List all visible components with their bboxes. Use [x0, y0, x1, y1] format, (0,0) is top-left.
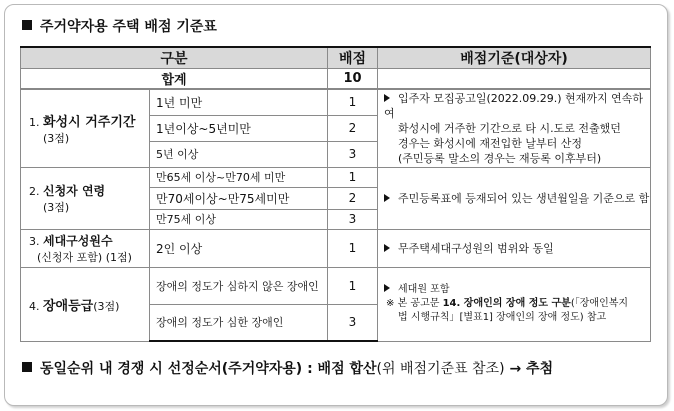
basis-disability: 세대원 포함 ※ 본 공고문 14. 장애인의 장애 정도 구분(「장애인복지 법 시행규칙」[별표1] 장애인의 장애 정도) 참고	[378, 267, 651, 341]
table-row	[21, 229, 651, 267]
criterion: 1년이상~5년미만	[150, 115, 328, 141]
header-basis: 배점기준(대상자)	[378, 47, 651, 69]
criterion: 5년 이상	[150, 141, 328, 167]
triangle-bullet-icon	[384, 244, 390, 252]
criterion: 장애의 정도가 심하지 않은 장애인	[150, 267, 328, 304]
triangle-bullet-icon	[384, 94, 390, 102]
score: 3	[328, 141, 378, 167]
score: 1	[328, 167, 378, 187]
basis-household: 무주택세대구성원의 범위와 동일	[378, 229, 651, 267]
score: 1	[328, 229, 378, 267]
header-score: 배점	[328, 47, 378, 69]
section-title	[22, 18, 217, 36]
category-title: 화성시 거주기간	[43, 114, 136, 130]
category-title: 신청자 연령	[43, 183, 106, 198]
square-bullet-icon	[22, 20, 32, 30]
basis-residence: 입주자 모집공고일(2022.09.29.) 현재까지 연속하여 화성시에 거주한 기간으로 타 시.도로 전출했던 경우는 화성시에 재전입한 날부터 산정 (주민등록 말소의 경우는 재등록 이후부터)	[378, 89, 651, 167]
triangle-bullet-icon	[384, 284, 390, 292]
table-row	[21, 267, 651, 304]
criterion: 만75세 이상	[150, 209, 328, 229]
total-value: 10	[328, 69, 378, 90]
score: 2	[328, 187, 378, 209]
score-table	[20, 46, 651, 342]
score: 2	[328, 115, 378, 141]
title-text: 주거약자용 주택 배점 기준표	[40, 19, 217, 35]
category-title: 장애등급	[43, 298, 94, 314]
criterion: 만65세 이상~만70세 미만	[150, 167, 328, 187]
category-disability: 4. 장애등급(3점)	[21, 267, 150, 341]
table-row	[21, 89, 651, 115]
category-household: 3. 세대구성원수 (신청자 포함) (1점)	[21, 229, 150, 267]
header-category: 구분	[21, 47, 328, 69]
table-header-row	[21, 47, 651, 69]
table-row	[21, 167, 651, 187]
triangle-bullet-icon	[384, 194, 390, 202]
criterion: 2인 이상	[150, 229, 328, 267]
category-residence: 1. 화성시 거주기간 (3점)	[21, 89, 150, 167]
total-basis-empty	[378, 69, 651, 90]
criterion: 만70세이상~만75세미만	[150, 187, 328, 209]
category-points: (3점)	[43, 131, 70, 145]
basis-age: 주민등록표에 등재되어 있는 생년월일을 기준으로 함	[378, 167, 651, 229]
total-label: 합계	[21, 69, 328, 90]
score: 3	[328, 209, 378, 229]
category-points: (3점)	[93, 299, 120, 313]
criterion: 장애의 정도가 심한 장애인	[150, 304, 328, 341]
selection-order-note: 동일순위 내 경쟁 시 선정순서(주거약자용) : 배점 합산(위 배점기준표 참조) → 추첨	[22, 360, 553, 378]
category-title: 세대구성원수	[43, 233, 113, 248]
category-points: (신청자 포함) (1점)	[37, 250, 132, 264]
total-row	[21, 69, 651, 90]
score: 1	[328, 267, 378, 304]
category-age: 2. 신청자 연령 (3점)	[21, 167, 150, 229]
score: 1	[328, 89, 378, 115]
category-points: (3점)	[43, 200, 70, 214]
square-bullet-icon	[22, 362, 32, 372]
criterion: 1년 미만	[150, 89, 328, 115]
arrow-right-icon: →	[509, 361, 522, 377]
score: 3	[328, 304, 378, 341]
